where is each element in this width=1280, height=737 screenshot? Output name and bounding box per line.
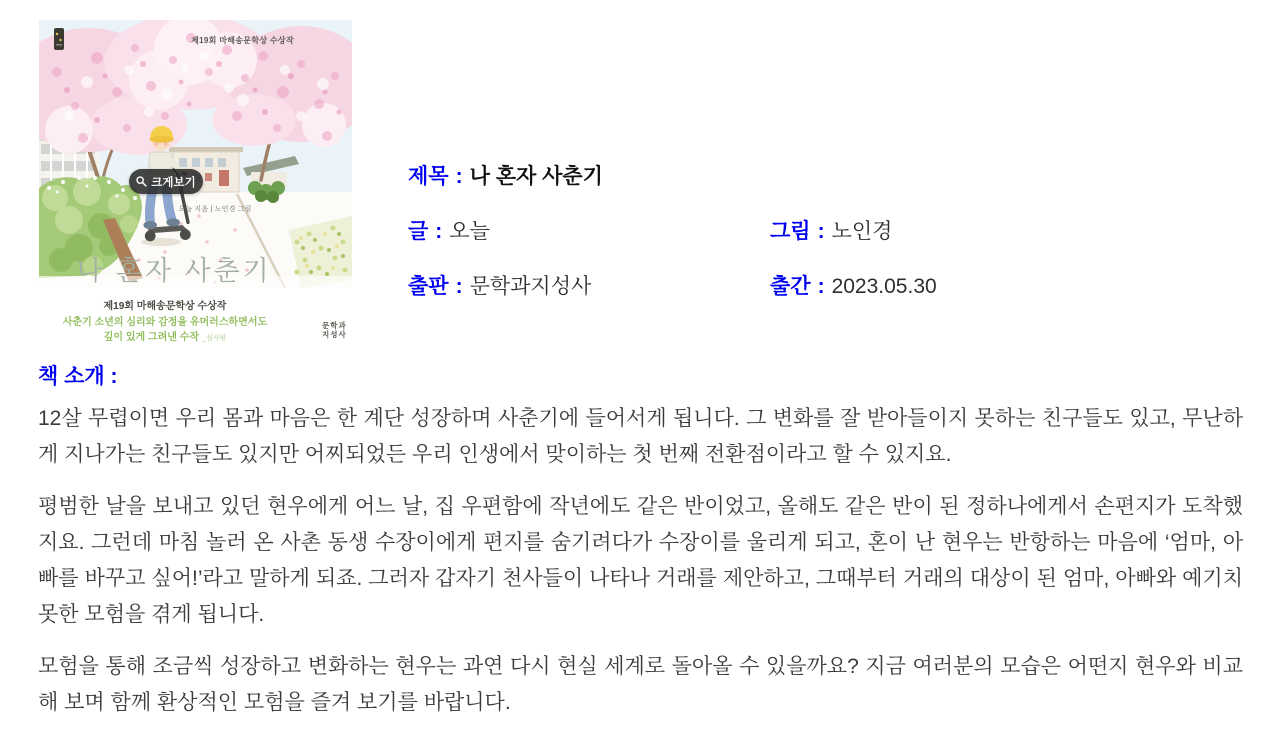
- meta-separator: :: [817, 220, 825, 243]
- publisher-logo: [322, 321, 347, 339]
- meta-value-publisher: 문학과지성사: [469, 275, 592, 298]
- meta-value-published-date: 2023.05.30: [831, 275, 937, 298]
- cover-byline: 오늘 지음 | 노인경 그림: [178, 206, 252, 213]
- publisher-logo-line1: 문학과: [322, 321, 347, 330]
- meta-separator: :: [435, 220, 443, 243]
- meta-label-publisher: 출판: [408, 275, 449, 298]
- cover-award-text-top: 제19회 마해송문학상 수상작: [191, 36, 294, 45]
- meta-label-writer: 글: [408, 220, 429, 243]
- meta-value-title: 나 혼자 사춘기: [469, 165, 603, 188]
- meta-row-writer: [408, 215, 490, 245]
- magnifier-icon: [136, 176, 147, 187]
- cover-award-text-bottom: 제19회 마해송문학상 수상작: [103, 301, 227, 312]
- meta-row-illustrator: [770, 215, 892, 245]
- book-cover: [39, 20, 352, 351]
- book-intro-text: [38, 401, 1243, 737]
- cover-title: 나 혼자 사춘기: [76, 256, 272, 286]
- cover-tagline-line2: [39, 328, 291, 343]
- meta-separator: :: [455, 275, 463, 298]
- meta-row-title: [408, 160, 603, 190]
- intro-paragraph-3: 모험을 통해 조금씩 성장하고 변화하는 현우는 과연 다시 현실 세계로 돌아올 수 있을까요? 지금 여러분의 모습은 어떤지 현우와 비교해 보며 함께 환상적인 모험을 즐겨 보기를 바랍니다.: [38, 655, 1243, 714]
- publisher-logo-line2: 지성사: [322, 330, 347, 339]
- meta-value-writer: 오늘: [449, 220, 490, 243]
- intro-paragraph-1: 12살 무렵이면 우리 몸과 마음은 한 계단 성장하며 사춘기에 들어서게 됩니다. 그 변화를 잘 받아들이지 못하는 친구들도 있고, 무난하게 지나가는 친구들도 있지만 어찌되었든 우리 인생에서 맞이하는 첫 번째 전환점이라고 할 수 있지요.: [38, 407, 1243, 466]
- intro-paragraph-2: 평범한 날을 보내고 있던 현우에게 어느 날, 집 우편함에 작년에도 같은 반이었고, 올해도 같은 반이 된 정하나에게서 손편지가 도착했지요. 그런데 마침 놀러 온 사촌 동생 수장이에게 편지를 숨기려다가 수장이를 울리게 되고, 혼이 난 현우는 반항하는 마음에 ‘엄마, 아빠를 바꾸고 싶어!’라고 말하게 되죠. 그러자 갑자기 천사들이 나타나 거래를 제안하고, 그때부터 거래의 대상이 된 엄마, 아빠와 예기치 못한 모험을 겪게 됩니다.: [38, 495, 1243, 626]
- meta-label-published-date: 출간: [770, 275, 811, 298]
- book-meta: [408, 160, 1248, 300]
- meta-row-published-date: [770, 270, 937, 300]
- cover-tagline-text: 깊이 있게 그려낸 수작: [103, 332, 200, 343]
- meta-label-illustrator: 그림: [770, 220, 811, 243]
- cover-tagline-line1: 사춘기 소년의 심리와 감정을 유머러스하면서도: [62, 317, 268, 328]
- enlarge-view-button[interactable]: [129, 169, 203, 194]
- meta-value-illustrator: 노인경: [831, 220, 893, 243]
- enlarge-view-button-label: 크게보기: [151, 176, 196, 189]
- meta-separator: :: [817, 275, 825, 298]
- meta-label-title: 제목: [408, 165, 449, 188]
- award-emblem-icon: [53, 28, 65, 51]
- meta-separator: :: [455, 165, 463, 188]
- cover-tagline-credit: _심사평: [202, 335, 227, 342]
- meta-row-publisher: [408, 270, 591, 300]
- section-heading-book-intro: 책 소개 :: [38, 365, 118, 388]
